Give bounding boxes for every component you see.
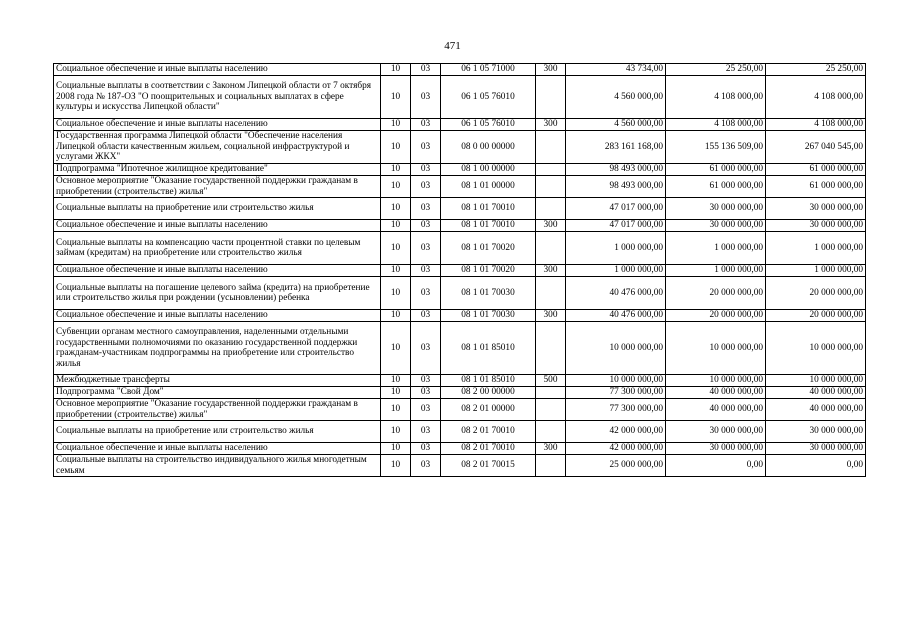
amount-year-2-cell: 61 000 000,00 — [666, 176, 766, 198]
section-cell: 10 — [381, 455, 411, 477]
subsection-cell: 03 — [411, 164, 441, 176]
target-article-cell: 06 1 05 76010 — [441, 76, 536, 119]
amount-year-2-cell: 4 108 000,00 — [666, 119, 766, 131]
amount-year-3-cell: 20 000 000,00 — [766, 277, 866, 310]
section-cell: 10 — [381, 119, 411, 131]
amount-year-1-cell: 25 000 000,00 — [566, 455, 666, 477]
amount-year-1-cell: 47 017 000,00 — [566, 220, 666, 232]
expense-type-cell: 300 — [536, 64, 566, 76]
section-cell: 10 — [381, 310, 411, 322]
section-cell: 10 — [381, 76, 411, 119]
section-cell: 10 — [381, 399, 411, 421]
expense-type-cell — [536, 455, 566, 477]
target-article-cell: 06 1 05 71000 — [441, 64, 536, 76]
expense-type-cell: 500 — [536, 375, 566, 387]
amount-year-2-cell: 40 000 000,00 — [666, 387, 766, 399]
amount-year-2-cell: 10 000 000,00 — [666, 322, 766, 375]
amount-year-3-cell: 10 000 000,00 — [766, 322, 866, 375]
amount-year-1-cell: 77 300 000,00 — [566, 399, 666, 421]
row-name-cell: Социальное обеспечение и иные выплаты населению — [54, 119, 381, 131]
amount-year-3-cell: 30 000 000,00 — [766, 443, 866, 455]
amount-year-1-cell: 40 476 000,00 — [566, 310, 666, 322]
amount-year-2-cell: 1 000 000,00 — [666, 232, 766, 265]
table-row — [54, 164, 866, 176]
target-article-cell: 08 0 00 00000 — [441, 131, 536, 164]
amount-year-3-cell: 40 000 000,00 — [766, 387, 866, 399]
expense-type-cell — [536, 387, 566, 399]
target-article-cell: 08 2 01 00000 — [441, 399, 536, 421]
amount-year-1-cell: 43 734,00 — [566, 64, 666, 76]
table-row — [54, 455, 866, 477]
amount-year-3-cell: 10 000 000,00 — [766, 375, 866, 387]
subsection-cell: 03 — [411, 399, 441, 421]
amount-year-1-cell: 42 000 000,00 — [566, 421, 666, 443]
section-cell: 10 — [381, 277, 411, 310]
amount-year-1-cell: 283 161 168,00 — [566, 131, 666, 164]
row-name-cell: Социальные выплаты на компенсацию части процентной ставки по целевым займам (кредитам) на приобретение или строительство жилья — [54, 232, 381, 265]
amount-year-3-cell: 1 000 000,00 — [766, 265, 866, 277]
target-article-cell: 08 2 00 00000 — [441, 387, 536, 399]
amount-year-3-cell: 0,00 — [766, 455, 866, 477]
section-cell: 10 — [381, 198, 411, 220]
amount-year-3-cell: 61 000 000,00 — [766, 176, 866, 198]
row-name-cell: Социальное обеспечение и иные выплаты населению — [54, 220, 381, 232]
row-name-cell: Подпрограмма "Свой Дом" — [54, 387, 381, 399]
subsection-cell: 03 — [411, 64, 441, 76]
expense-type-cell — [536, 322, 566, 375]
amount-year-3-cell: 30 000 000,00 — [766, 220, 866, 232]
amount-year-3-cell: 61 000 000,00 — [766, 164, 866, 176]
table-row — [54, 176, 866, 198]
expense-type-cell: 300 — [536, 443, 566, 455]
amount-year-1-cell: 1 000 000,00 — [566, 232, 666, 265]
amount-year-2-cell: 61 000 000,00 — [666, 164, 766, 176]
amount-year-1-cell: 40 476 000,00 — [566, 277, 666, 310]
target-article-cell: 08 1 01 70030 — [441, 310, 536, 322]
target-article-cell: 08 1 01 85010 — [441, 322, 536, 375]
target-article-cell: 08 2 01 70015 — [441, 455, 536, 477]
subsection-cell: 03 — [411, 310, 441, 322]
section-cell: 10 — [381, 421, 411, 443]
amount-year-3-cell: 25 250,00 — [766, 64, 866, 76]
row-name-cell: Социальные выплаты в соответствии с Законом Липецкой области от 7 октября 2008 года № 187-ОЗ "О поощрительных и социальных выплатах в сфере культуры и искусства Липецкой области" — [54, 76, 381, 119]
expense-type-cell — [536, 131, 566, 164]
expense-type-cell: 300 — [536, 310, 566, 322]
amount-year-3-cell: 40 000 000,00 — [766, 399, 866, 421]
table-row — [54, 119, 866, 131]
target-article-cell: 08 2 01 70010 — [441, 443, 536, 455]
table-row — [54, 277, 866, 310]
section-cell: 10 — [381, 164, 411, 176]
amount-year-3-cell: 20 000 000,00 — [766, 310, 866, 322]
table-row — [54, 399, 866, 421]
expense-type-cell — [536, 198, 566, 220]
amount-year-2-cell: 20 000 000,00 — [666, 277, 766, 310]
row-name-cell: Социальные выплаты на приобретение или строительство жилья — [54, 198, 381, 220]
amount-year-3-cell: 30 000 000,00 — [766, 421, 866, 443]
amount-year-3-cell: 4 108 000,00 — [766, 76, 866, 119]
row-name-cell: Социальное обеспечение и иные выплаты населению — [54, 265, 381, 277]
subsection-cell: 03 — [411, 443, 441, 455]
subsection-cell: 03 — [411, 131, 441, 164]
expense-type-cell — [536, 164, 566, 176]
table-row — [54, 421, 866, 443]
section-cell: 10 — [381, 322, 411, 375]
amount-year-2-cell: 0,00 — [666, 455, 766, 477]
subsection-cell: 03 — [411, 421, 441, 443]
amount-year-1-cell: 77 300 000,00 — [566, 387, 666, 399]
table-row — [54, 265, 866, 277]
amount-year-1-cell: 42 000 000,00 — [566, 443, 666, 455]
section-cell: 10 — [381, 443, 411, 455]
section-cell: 10 — [381, 232, 411, 265]
table-row — [54, 375, 866, 387]
expense-type-cell — [536, 76, 566, 119]
amount-year-2-cell: 4 108 000,00 — [666, 76, 766, 119]
subsection-cell: 03 — [411, 76, 441, 119]
budget-table — [53, 63, 866, 477]
section-cell: 10 — [381, 220, 411, 232]
target-article-cell: 08 1 01 00000 — [441, 176, 536, 198]
page-number: 471 — [444, 40, 461, 52]
amount-year-1-cell: 98 493 000,00 — [566, 164, 666, 176]
amount-year-1-cell: 4 560 000,00 — [566, 119, 666, 131]
target-article-cell: 08 1 01 70010 — [441, 198, 536, 220]
amount-year-2-cell: 155 136 509,00 — [666, 131, 766, 164]
amount-year-2-cell: 30 000 000,00 — [666, 443, 766, 455]
table-row — [54, 322, 866, 375]
subsection-cell: 03 — [411, 220, 441, 232]
target-article-cell: 08 1 01 70010 — [441, 220, 536, 232]
target-article-cell: 08 1 00 00000 — [441, 164, 536, 176]
table-row — [54, 310, 866, 322]
row-name-cell: Социальные выплаты на приобретение или строительство жилья — [54, 421, 381, 443]
target-article-cell: 06 1 05 76010 — [441, 119, 536, 131]
subsection-cell: 03 — [411, 455, 441, 477]
target-article-cell: 08 1 01 70020 — [441, 232, 536, 265]
subsection-cell: 03 — [411, 198, 441, 220]
table-row — [54, 220, 866, 232]
amount-year-3-cell: 1 000 000,00 — [766, 232, 866, 265]
row-name-cell: Социальные выплаты на строительство индивидуального жилья многодетным семьям — [54, 455, 381, 477]
row-name-cell: Межбюджетные трансферты — [54, 375, 381, 387]
expense-type-cell: 300 — [536, 220, 566, 232]
table-row — [54, 131, 866, 164]
section-cell: 10 — [381, 387, 411, 399]
amount-year-3-cell: 4 108 000,00 — [766, 119, 866, 131]
row-name-cell: Подпрограмма "Ипотечное жилищное кредитование" — [54, 164, 381, 176]
amount-year-1-cell: 4 560 000,00 — [566, 76, 666, 119]
amount-year-2-cell: 1 000 000,00 — [666, 265, 766, 277]
subsection-cell: 03 — [411, 277, 441, 310]
subsection-cell: 03 — [411, 375, 441, 387]
row-name-cell: Социальные выплаты на погашение целевого займа (кредита) на приобретение или строительство жилья при рождении (усыновлении) ребенка — [54, 277, 381, 310]
row-name-cell: Социальное обеспечение и иные выплаты населению — [54, 443, 381, 455]
target-article-cell: 08 2 01 70010 — [441, 421, 536, 443]
section-cell: 10 — [381, 375, 411, 387]
amount-year-1-cell: 10 000 000,00 — [566, 375, 666, 387]
target-article-cell: 08 1 01 85010 — [441, 375, 536, 387]
subsection-cell: 03 — [411, 387, 441, 399]
section-cell: 10 — [381, 64, 411, 76]
table-row — [54, 76, 866, 119]
amount-year-2-cell: 30 000 000,00 — [666, 421, 766, 443]
table-row — [54, 387, 866, 399]
subsection-cell: 03 — [411, 232, 441, 265]
expense-type-cell — [536, 399, 566, 421]
row-name-cell: Социальное обеспечение и иные выплаты населению — [54, 310, 381, 322]
amount-year-2-cell: 10 000 000,00 — [666, 375, 766, 387]
row-name-cell: Основное мероприятие "Оказание государственной поддержки гражданам в приобретении (строительстве) жилья" — [54, 399, 381, 421]
table-row — [54, 232, 866, 265]
subsection-cell: 03 — [411, 265, 441, 277]
expense-type-cell — [536, 421, 566, 443]
amount-year-3-cell: 30 000 000,00 — [766, 198, 866, 220]
amount-year-1-cell: 1 000 000,00 — [566, 265, 666, 277]
expense-type-cell — [536, 277, 566, 310]
subsection-cell: 03 — [411, 322, 441, 375]
amount-year-1-cell: 10 000 000,00 — [566, 322, 666, 375]
amount-year-2-cell: 20 000 000,00 — [666, 310, 766, 322]
budget-table-body — [54, 64, 866, 477]
target-article-cell: 08 1 01 70030 — [441, 277, 536, 310]
amount-year-3-cell: 267 040 545,00 — [766, 131, 866, 164]
expense-type-cell: 300 — [536, 119, 566, 131]
expense-type-cell — [536, 176, 566, 198]
section-cell: 10 — [381, 131, 411, 164]
amount-year-1-cell: 47 017 000,00 — [566, 198, 666, 220]
row-name-cell: Основное мероприятие "Оказание государственной поддержки гражданам в приобретении (строительстве) жилья" — [54, 176, 381, 198]
amount-year-2-cell: 25 250,00 — [666, 64, 766, 76]
amount-year-2-cell: 40 000 000,00 — [666, 399, 766, 421]
subsection-cell: 03 — [411, 176, 441, 198]
amount-year-2-cell: 30 000 000,00 — [666, 220, 766, 232]
section-cell: 10 — [381, 265, 411, 277]
table-row — [54, 443, 866, 455]
subsection-cell: 03 — [411, 119, 441, 131]
expense-type-cell: 300 — [536, 265, 566, 277]
amount-year-1-cell: 98 493 000,00 — [566, 176, 666, 198]
expense-type-cell — [536, 232, 566, 265]
row-name-cell: Государственная программа Липецкой области "Обеспечение населения Липецкой области качественным жильем, социальной инфраструктурой и услугами ЖКХ" — [54, 131, 381, 164]
table-row — [54, 64, 866, 76]
target-article-cell: 08 1 01 70020 — [441, 265, 536, 277]
row-name-cell: Субвенции органам местного самоуправления, наделенными отдельными государственными полномочиями по оказанию государственной поддержки гражданам-участникам подпрограммы на приобретение или строительство жилья — [54, 322, 381, 375]
table-row — [54, 198, 866, 220]
section-cell: 10 — [381, 176, 411, 198]
amount-year-2-cell: 30 000 000,00 — [666, 198, 766, 220]
row-name-cell: Социальное обеспечение и иные выплаты населению — [54, 64, 381, 76]
